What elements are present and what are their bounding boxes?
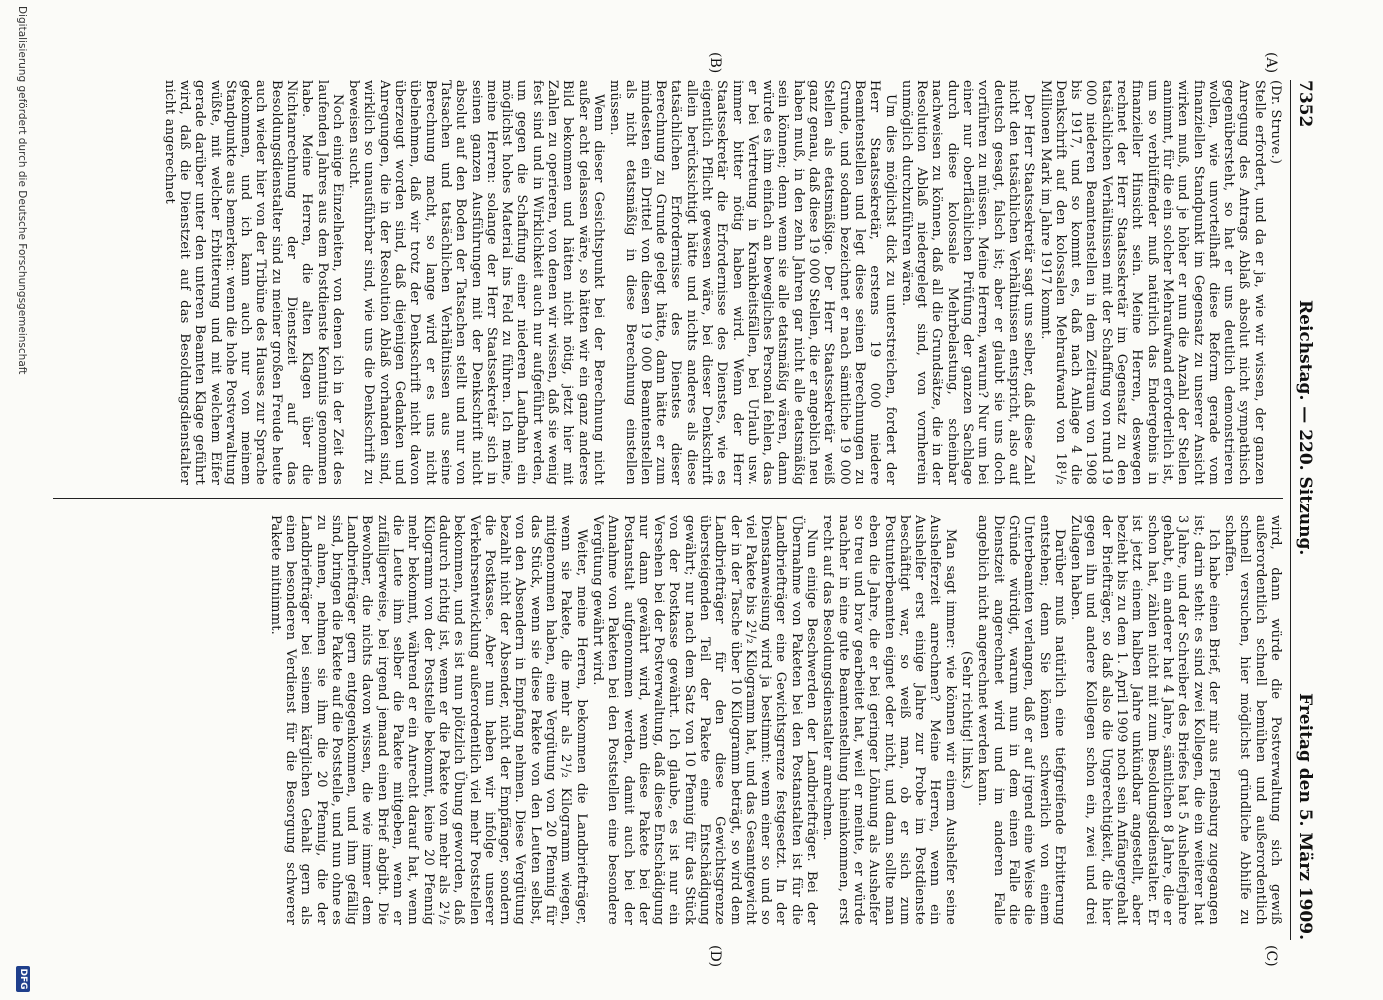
paragraph: Man sagt immer: wie können wir einem Aushelfer seine Aushelferzeit anrechnen? Meine Herren, wenn ein Aushelfer erst einige Jahre zur Probe im Postdienste beschäftigt war, so weiß man, ob er sich zum Postunterbeamten eignet oder nicht, und dann sollte man eben die Jahre, die er bei geringer Löhnung als Aushelfer so treu und brav gearbeitet hat, weil er meinte, er würde nachher in eine gute Beamtenstellung hineinkommen, erst recht auf das Besoldungsdienstalter anrechnen.: [820, 515, 958, 925]
speaker-label: (Dr. Struve.): [1268, 80, 1283, 165]
header-rule: [1290, 80, 1291, 940]
column-divider: [53, 498, 1283, 499]
session-title: Reichstag. — 220. Sitzung.: [1295, 300, 1315, 556]
dfg-logo: DFG: [16, 966, 30, 992]
page-number: 7352: [1295, 80, 1315, 128]
session-date: Freitag den 5. März 1909.: [1295, 693, 1315, 940]
left-column: [48, 80, 1283, 485]
paragraph: Noch einige Einzelheiten, von denen ich in der Zeit des laufenden Jahres aus dem Postdienste Kenntnis genommen habe. Meine Herren, die alten Klagen über die Nichtanrechnung der Dienstzeit auf das Besoldungsdienstalter sind zu meiner großen Freude heute auch wieder hier von der Tribüne des Hauses zur Sprache gekommen, und ich kann auch nur von meinem Standpunkte aus bemerken: wenn die hohe Postverwaltung wüßte, mit welcher Erbitterung und mit welchem Eifer gerade darüber unter den unteren Beamten Klage geführt wird, daß die Dienstzeit auf das Besoldungsdienstalter nicht angerechnet: [161, 80, 345, 485]
paragraph: Nun einige Beschwerden der Landbriefträger. Bei der Übernahme von Paketen bei den Postanstalten ist für die Landbriefträger eine Gewichtsgrenze festgesetzt. In der Dienstanweisung wird ja bestimmt: wenn einer so und so viel Pakete bis 2¹/₂ Kilogramm hat, und das Gesamtgewicht der in der Tasche über 10 Kilogramm beträgt, so wird dem Landbriefträger für den diese Gewichtsgrenze übersteigenden Teil der Pakete eine Entschädigung gewährt; nur nach dem Satz von 10 Pfennig für das Stück von der Postkasse gewährt. Ich glaube, es ist nur ein Versehen bei der Postverwaltung, daß diese Entschädigung nur dann gewährt wird, wenn diese Pakete bei der Postanstalt aufgenommen werden, damit auch bei der Annahme von Paketen bei den Poststellen eine besondere Vergütung gewährt wird.: [589, 515, 820, 925]
margin-marker-d: (D): [707, 945, 723, 968]
paragraph: Der Herr Staatssekretär sagt uns selber, daß diese Zahl nicht den tatsächlichen Verhältnissen entspricht, also auf deutsch gesagt, falsch ist; aber er glaubt sie uns doch vorführen zu müssen. Meine Herren, warum? Nur um bei einer nur oberflächlichen Prüfung der ganzen Sachlage durch diese kolossale Mehrbelastung, scheinbar nachweisen zu können, daß all die Grundsätze, die in der Resolution Ablaß niedergelegt sind, von vornherein unmöglich durchzuführen wären.: [898, 80, 1037, 485]
digitization-footer: [9, 0, 33, 1000]
margin-marker-a: (A): [1263, 52, 1279, 74]
paragraph: wird, dann würde die Postverwaltung sich gewiß außerordentlich schnell bemühen und außerordentlich schnell versuchen, hier möglichst gründliche Abhilfe zu schaffen.: [1222, 515, 1283, 925]
interjection: (Sehr richtig! links.): [959, 650, 975, 790]
paragraph: Stelle erfordert, und da er ja, wie wir wissen, der ganzen Anregung des Antrags Ablaß absolut nicht sympathisch gegenübersteht, so hat er uns deutlich demonstrieren wollen, wie unvorteilhaft diese Reform gerade vom finanziellen Standpunkt im Gegensatz zu unserer Ansicht wirken muß, und je höher er nun die Anzahl der Stellen annimmt, für die ein solcher Mehraufwand erforderlich ist, um so verblüffender muß natürlich das Endergebnis in finanzieller Hinsicht sein. Meine Herren, deswegen rechnet der Herr Staatssekretär im Gegensatz zu den tatsächlichen Verhältnissen mit der Schaffung von rund 19 000 niederen Beamtenstellen in dem Zeitraum von 1908 bis 1917, und so kommt es, daß nach Anlage 4 die Denkschrift auf den kolossalen Mehraufwand von 18¹/₂ Millionen Mark im Jahre 1917 kommt.: [1037, 80, 1267, 485]
paragraph: Weiter, meine Herren, bekommen die Landbriefträger, wenn sie Pakete, die mehr als 2¹/₂ Kilogramm wiegen, mitgenommen haben, eine Vergütung von 20 Pfennig für das Stück, wenn sie diese Pakete von den Leuten selbst, von den Absendern in Empfang nehmen. Diese Vergütung bezahlt nicht der Absender, nicht der Empfänger, sondern die Postkasse. Aber nun haben wir infolge unserer Verkehrsentwicklung außerordentlich viel mehr Poststellen bekommen, und es ist nun plötzlich Übung geworden, daß dadurch richtig ist, wenn er die Pakete von mehr als 2¹/₂ Kilogramm von der Poststelle bekommt, keine 20 Pfennig mehr bekommt, während er ein Anrecht darauf hat, wenn die Leute ihm selber die Pakete mitgeben, wenn er zufälligerweise, bei irgend jemand einen Brief abgibt. Die Bewohner, die nichts davon wissen, die wie immer dem Landbriefträger gern entgegenkommen, und ihm gefällig sind, bringen die Pakete auf die Poststelle, und nun ohne es zu ahnen, nehmen sie ihm die 20 Pfennig, die der Landbriefträger bei seinem kärglichen Gehalt gern als einen besonderen Verdienst für die Besorgung schwerer Pakete mitnimmt.: [267, 515, 589, 925]
paragraph: Um dies möglichst dick zu unterstreichen, fordert der Herr Staatssekretär, erstens 19 000 niedere Beamtenstellen und legt diese seinen Berechnungen zu Grunde, und sodann bezeichnet er nach sämtliche 19 000 Stellen als etatsmäßige. Der Herr Staatssekretär weiß ganz genau, daß diese 19 000 Stellen, die er angeblich neu haben muß, in den zehn Jahren gar nicht alle etatsmäßig sein können; denn wenn sie alle etatsmäßig wären, dann würde es ihm einfach an bewegliches Personal fehlen, das er bei Vertretung in Krankheitsfällen, bei Urlaub usw. immer bitter nötig haben wird. Wenn der Herr Staatssekretär die Erfordernisse des Dienstes, wie es eigentlich Pflicht gewesen wäre, bei dieser Denkschrift allein berücksichtigt hätte und nichts anderes als diese tatsächlichen Erfordernisse des Dienstes dieser Berechnung zu Grunde gelegt hätte, dann hätte er zum mindesten ein Drittel von diesen 19 000 Beamtenstellen als nicht etatsmäßig in diese Berechnung einstellen müssen.: [607, 80, 898, 485]
paragraph: Ich habe einen Brief, der mir aus Flensburg zugegangen ist; darin steht: es sind zwei Kollegen, die ein weiterer hat 3 Jahre, und der Schreiber des Briefes hat 5 Aushelferjahre gehabt, ein anderer hat 4 Jahre, sämtlichen 8 Jahre, die er schon hat, zählen nicht mit zum Besoldungsdienstalter. Er ist jetzt einem halben Jahre unkündbar angestellt, aber bezieht bis zu dem 1. April 1909 noch sein Anfängergehalt der Briefträger, so daß also die Ungerechtigkeit, die hier gegen ihn und andere Kollegen schon ein, zwei und drei Zulagen haben.: [1068, 515, 1221, 925]
funding-credit: Digitalisierung gefördert durch die Deutsche Forschungsgemeinschaft: [16, 6, 28, 375]
right-column: [48, 515, 1283, 925]
margin-marker-b: (B): [707, 52, 723, 74]
margin-marker-c: (C): [1263, 945, 1279, 967]
paragraph: Wenn dieser Gesichtspunkt bei der Berechnung nicht außer acht gelassen wäre, so hätten wir ein ganz anderes Bild bekommen und hätten nicht nötig, jetzt hier mit Zahlen zu operieren, von denen wir wissen, daß sie wenig fest sind und in Wirklichkeit auch nur aufgeführt werden, um gegen die Schaffung einer niederen Laufbahn ein möglichst hohes Material ins Feld zu führen. Ich meine, meine Herren: solange der Herr Staatssekretär sich in seinen ganzen Ausführungen mit der Denkschrift nicht absolut auf den Boden der Tatsachen stellt und nur von Tatsachen und tatsächlichen Verhältnissen aus seine Berechnung macht, so lange wird er es uns nicht übelnehmen, daß wir trotz der Denkschrift nicht davon überzeugt worden sind, daß diejenigen Gedanken und Anregungen, die in der Resolution Ablaß vorhanden sind, wirklich so unausführbar sind, wie uns die Denkschrift zu beweisen sucht.: [346, 80, 606, 485]
page-header: [1291, 80, 1319, 940]
paragraph: Darüber muß natürlich eine tiefgreifende Erbitterung entstehen; denn Sie können schwerlich von einem Unterbeamten verlangen, daß er auf irgend eine Weise die Gründe würdigt, warum nun in dem einen Falle die Dienstzeit angerechnet wird und im anderen Falle angeblich nicht angerechnet werden kann.: [975, 515, 1067, 925]
